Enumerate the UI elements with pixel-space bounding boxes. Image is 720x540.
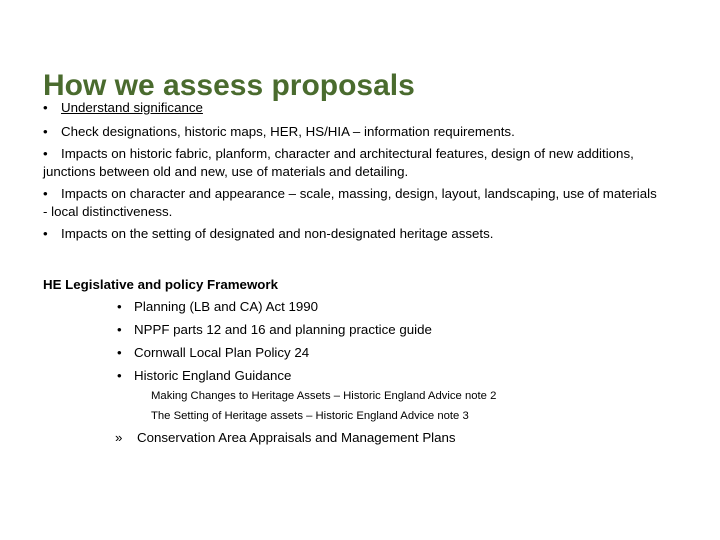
framework-item-text: Planning (LB and CA) Act 1990	[134, 299, 319, 314]
bullet-item	[43, 145, 663, 181]
framework-item	[117, 321, 663, 339]
guidance-notes	[43, 389, 663, 424]
bullet-icon: •	[43, 146, 48, 161]
bullet-icon: •	[43, 186, 48, 201]
bullet-icon: •	[43, 226, 48, 241]
guidance-note: The Setting of Heritage assets – Historic England Advice note 3	[151, 410, 469, 422]
framework-item-text: NPPF parts 12 and 16 and planning practice guide	[134, 322, 432, 337]
bullet-item	[43, 123, 663, 141]
bullet-icon: •	[43, 100, 48, 115]
conservation-area-text: Conservation Area Appraisals and Management Plans	[137, 430, 456, 445]
framework-item	[117, 367, 663, 385]
guidance-note: Making Changes to Heritage Assets – Historic England Advice note 2	[151, 390, 497, 402]
bullet-text: Check designations, historic maps, HER, HS/HIA – information requirements.	[61, 124, 515, 139]
conservation-area-item	[43, 429, 663, 447]
bullet-item	[43, 99, 663, 117]
bullet-icon: •	[43, 124, 48, 139]
bullet-item	[43, 225, 663, 243]
assessment-bullets	[43, 99, 663, 247]
slide-title: How we assess proposals	[43, 69, 415, 102]
bullet-icon: •	[117, 322, 122, 337]
framework-item	[117, 344, 663, 362]
framework-item-text: Historic England Guidance	[134, 368, 292, 383]
bullet-icon: •	[117, 368, 122, 383]
framework-list	[43, 298, 663, 385]
bullet-text: Impacts on historic fabric, planform, character and architectural features, design of new additions, junctions between old and new, use of materials and detailing.	[43, 146, 634, 179]
bullet-text: Understand significance	[61, 100, 203, 115]
arrow-icon: »	[115, 430, 123, 445]
bullet-item	[43, 185, 663, 221]
bullet-icon: •	[117, 345, 122, 360]
framework-item-text: Cornwall Local Plan Policy 24	[134, 345, 310, 360]
bullet-text: Impacts on the setting of designated and non-designated heritage assets.	[61, 226, 494, 241]
bullet-text: Impacts on character and appearance – scale, massing, design, layout, landscaping, use of materials - local distinctiveness.	[43, 186, 657, 219]
policy-framework	[43, 276, 663, 447]
bullet-icon: •	[117, 299, 122, 314]
framework-heading: HE Legislative and policy Framework	[43, 277, 278, 292]
framework-item	[117, 298, 663, 316]
